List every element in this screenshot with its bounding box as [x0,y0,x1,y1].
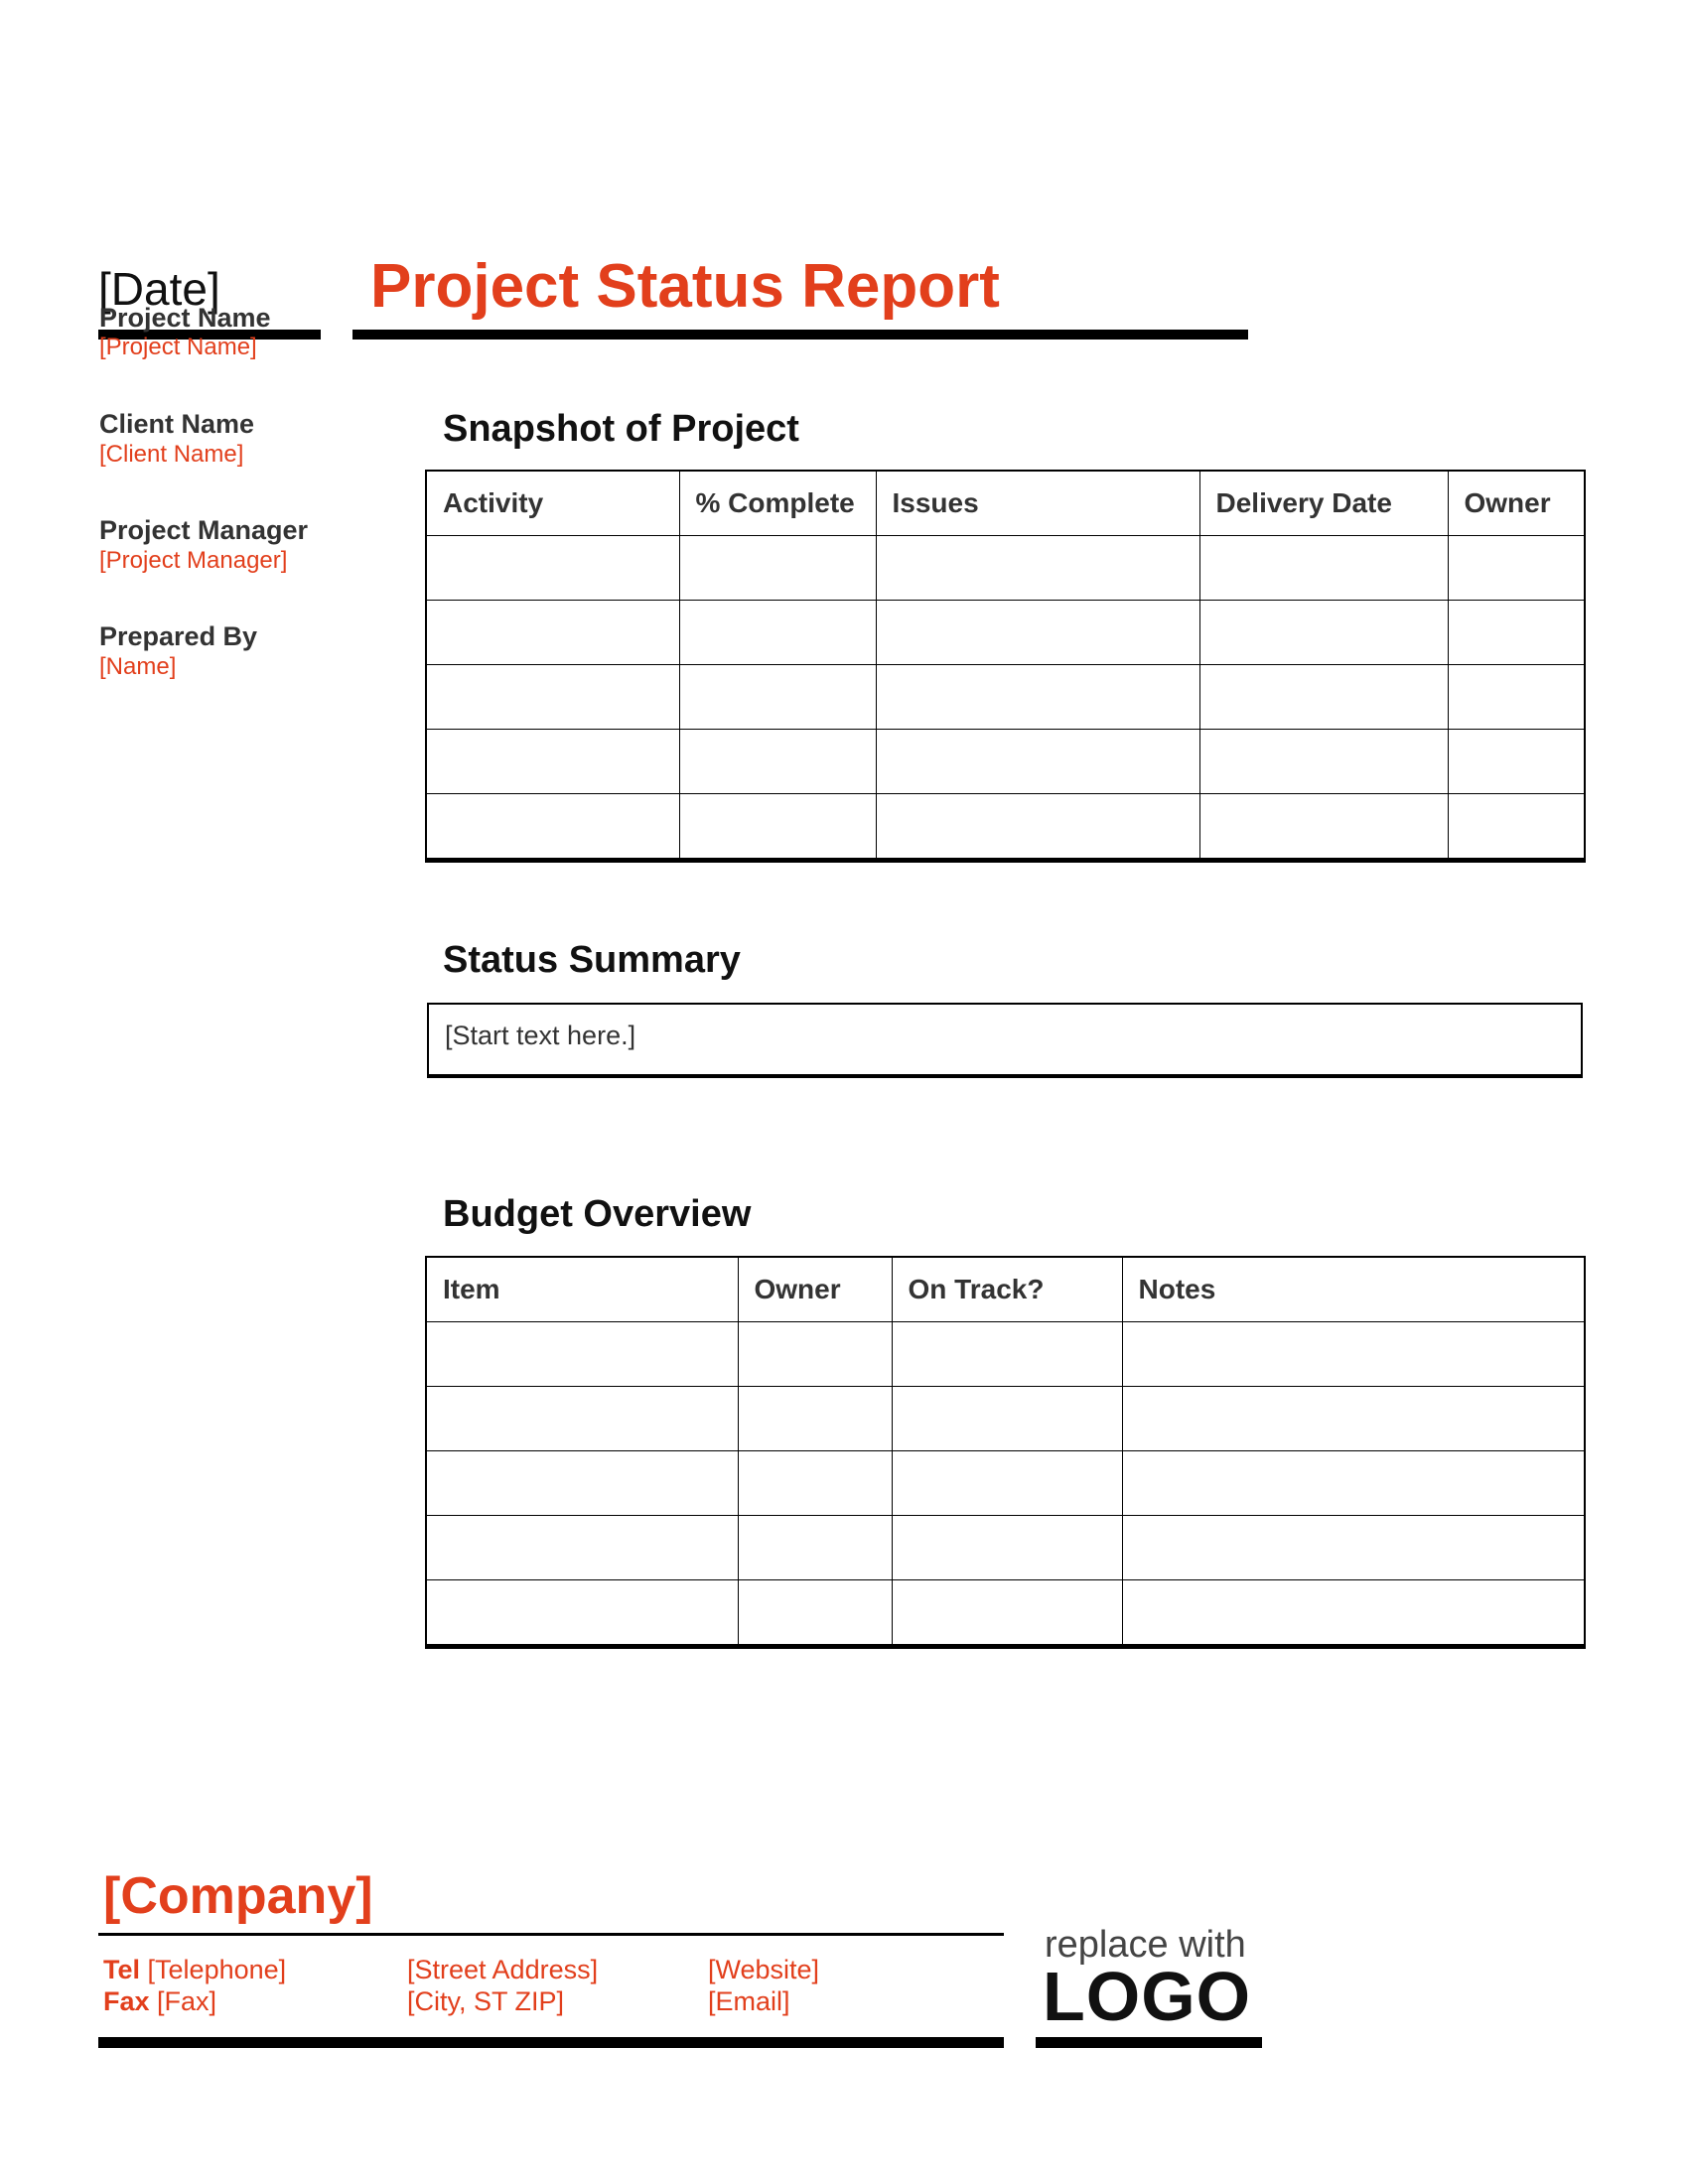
table-cell[interactable] [679,601,876,665]
table-cell[interactable] [1448,794,1585,861]
report-date: [Date] [98,263,220,315]
table-cell[interactable] [679,665,876,730]
table-cell[interactable] [426,1451,738,1516]
table-row [426,536,1585,601]
table-cell[interactable] [892,1580,1122,1647]
table-cell[interactable] [1199,536,1448,601]
table-cell[interactable] [1448,665,1585,730]
tel-label: Tel [103,1955,141,1984]
table-cell[interactable] [679,794,876,861]
table-cell[interactable] [738,1322,892,1387]
table-cell[interactable] [1122,1322,1585,1387]
page-title: Project Status Report [370,252,1000,321]
table-cell[interactable] [679,730,876,794]
table-cell[interactable] [876,794,1199,861]
footer-telephone [103,1957,286,1983]
status-summary-heading: Status Summary [443,939,741,981]
logo-rule [1036,2037,1262,2048]
table-cell[interactable] [426,1516,738,1580]
snapshot-heading: Snapshot of Project [443,408,799,450]
column-header-on-track: On Track? [892,1257,1122,1322]
table-row [426,730,1585,794]
footer-city: [City, ST ZIP] [407,1986,565,2016]
table-cell[interactable] [892,1322,1122,1387]
table-cell[interactable] [1199,601,1448,665]
table-row [426,1516,1585,1580]
client-name-label: Client Name [99,409,255,439]
table-cell[interactable] [738,1580,892,1647]
table-row [426,1387,1585,1451]
footer-rule-bottom [98,2037,1004,2048]
fax-label: Fax [103,1986,150,2016]
table-row [426,665,1585,730]
footer-website: [Website] [708,1955,820,1984]
column-header-item: Item [426,1257,738,1322]
table-row [426,1451,1585,1516]
table-cell[interactable] [426,601,679,665]
table-cell[interactable] [426,1322,738,1387]
table-cell[interactable] [1122,1580,1585,1647]
table-row [426,1322,1585,1387]
table-cell[interactable] [1448,730,1585,794]
table-cell[interactable] [876,601,1199,665]
logo-placeholder-text: LOGO [1043,1958,1252,2035]
table-cell[interactable] [426,536,679,601]
status-summary-text[interactable]: [Start text here.] [427,1003,1583,1078]
client-name-value: [Client Name] [99,441,244,468]
table-cell[interactable] [892,1387,1122,1451]
table-row [426,1580,1585,1647]
column-header-delivery-date: Delivery Date [1199,471,1448,536]
table-cell[interactable] [426,1580,738,1647]
table-cell[interactable] [426,1387,738,1451]
footer-fax [103,1988,216,2015]
prepared-by-value: [Name] [99,653,177,680]
snapshot-table [425,470,1586,863]
table-cell[interactable] [1122,1516,1585,1580]
column-header-notes: Notes [1122,1257,1585,1322]
project-name-label: Project Name [99,303,271,333]
table-cell[interactable] [1448,601,1585,665]
company-name: [Company] [103,1867,373,1925]
prepared-by-label: Prepared By [99,621,258,651]
table-row [426,601,1585,665]
fax-value: [Fax] [157,1986,217,2016]
table-cell[interactable] [426,730,679,794]
tel-value: [Telephone] [147,1955,287,1984]
table-cell[interactable] [1199,730,1448,794]
table-cell[interactable] [1199,794,1448,861]
logo-placeholder-caption: replace with [1045,1924,1246,1966]
footer-street: [Street Address] [407,1955,599,1984]
project-manager-label: Project Manager [99,515,309,545]
column-header-issues: Issues [876,471,1199,536]
project-manager-value: [Project Manager] [99,547,288,574]
table-cell[interactable] [1448,536,1585,601]
table-cell[interactable] [876,730,1199,794]
table-cell[interactable] [738,1451,892,1516]
column-header-owner: Owner [738,1257,892,1322]
footer-email: [Email] [708,1986,790,2016]
table-cell[interactable] [679,536,876,601]
column-header-activity: Activity [426,471,679,536]
table-header-row [426,471,1585,536]
table-cell[interactable] [1199,665,1448,730]
project-name-value: [Project Name] [99,334,257,360]
table-cell[interactable] [1122,1387,1585,1451]
table-cell[interactable] [892,1451,1122,1516]
table-cell[interactable] [876,536,1199,601]
table-cell[interactable] [892,1516,1122,1580]
table-cell[interactable] [876,665,1199,730]
column-header-owner: Owner [1448,471,1585,536]
table-cell[interactable] [738,1387,892,1451]
table-cell[interactable] [738,1516,892,1580]
budget-table [425,1256,1586,1649]
table-cell[interactable] [426,665,679,730]
column-header-percent-complete: % Complete [679,471,876,536]
table-row [426,794,1585,861]
table-cell[interactable] [426,794,679,861]
footer-rule-top [98,1933,1004,1936]
header-rule-right [352,330,1248,340]
budget-heading: Budget Overview [443,1193,752,1235]
table-cell[interactable] [1122,1451,1585,1516]
table-header-row [426,1257,1585,1322]
